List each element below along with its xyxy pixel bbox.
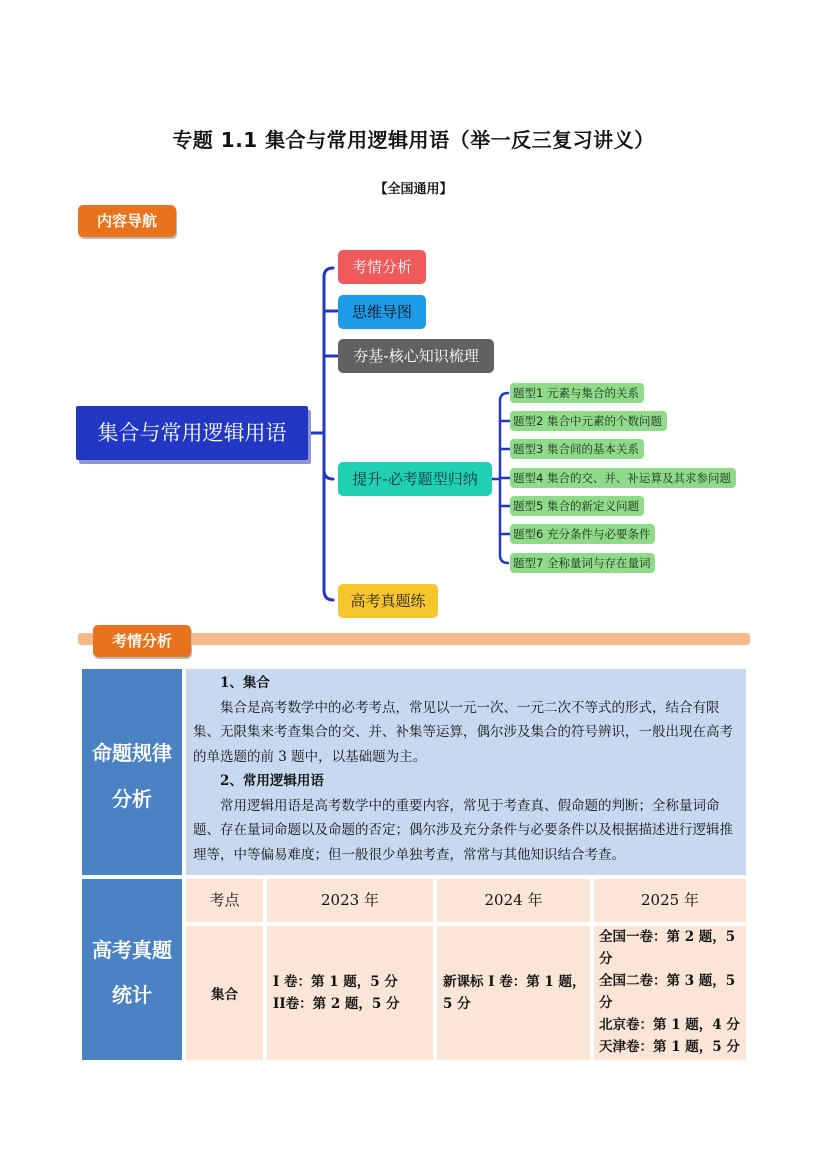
stats-2024-line: 新课标 I 卷：第 1 题， [443,974,586,990]
stats-2024-line: 5 分 [443,996,471,1012]
subtopic-item: 题型7 全称量词与存在量词 [510,553,655,573]
stats-2025-line: 分 [599,951,613,967]
mindmap-node-core-knowledge: 夯基-核心知识梳理 [338,339,494,373]
mindmap-node-real-exams: 高考真题练 [338,584,438,618]
stats-2025-line: 分 [599,995,613,1011]
stats-cell-topic [186,926,263,1060]
analysis-heading-logic: 2、常用逻辑用语 [220,773,324,789]
stats-2025-line: 全国一卷：第 2 题，5 [599,929,736,945]
nav-badge: 内容导航 [78,205,176,237]
stats-label-line2: 统计 [112,983,152,1007]
subtopic-item: 题型3 集合间的基本关系 [510,439,644,459]
mindmap-node-mind-map: 思维导图 [338,295,426,329]
subtopic-item: 题型5 集合的新定义问题 [510,496,644,516]
analysis-label-line2: 分析 [112,787,152,811]
stats-header-2023: 2023 年 [267,879,433,922]
analysis-heading-sets: 1、集合 [220,675,270,691]
analysis-label [82,669,182,875]
mindmap-node-question-types: 提升-必考题型归纳 [338,462,492,496]
stats-cell-2023 [267,926,433,1060]
section-badge: 考情分析 [93,625,191,657]
mindmap-node-exam-analysis: 考情分析 [338,250,426,284]
stats-topic-text: 集合 [211,987,238,1003]
analysis-label-line1: 命题规律 [92,741,172,765]
stats-cell-2025 [594,926,746,1060]
stats-2025-line: 北京卷：第 1 题，4 分 [599,1017,740,1033]
mindmap-root: 集合与常用逻辑用语 [76,406,308,460]
analysis-paragraph-sets: 集合是高考数学中的必考考点，常见以一元一次、一元二次不等式的形式，结合有限集、无限集来考查集合的交、并、补集等运算，偶尔涉及集合的符号辨识，一般出现在高考的单选题的前 3 题中，以基础题为主。 [193,699,733,765]
stats-header-2024: 2024 年 [437,879,590,922]
stats-2025-line: 天津卷：第 1 题，5 分 [599,1039,740,1055]
analysis-paragraph-logic: 常用逻辑用语是高考数学中的重要内容，常见于考查真、假命题的判断；全称量词命题、存在量词命题以及命题的否定；偶尔涉及充分条件与必要条件以及根据描述进行逻辑推理等，中等偏易难度；但一般很少单独考查，常常与其他知识结合考查。 [193,797,733,863]
subtopic-item: 题型1 元素与集合的关系 [510,383,644,403]
analysis-content [186,669,746,875]
page-title: 专题 1.1 集合与常用逻辑用语（举一反三复习讲义） [172,128,655,152]
stats-header-topic: 考点 [186,879,263,922]
subtopic-item: 题型4 集合的交、并、补运算及其求参问题 [510,468,736,488]
stats-label-line1: 高考真题 [92,938,172,962]
subtopic-item: 题型2 集合中元素的个数问题 [510,411,667,431]
stats-2023-line: II卷：第 2 题，5 分 [273,996,400,1012]
stats-cell-2024 [437,926,590,1060]
stats-label [82,879,182,1060]
subtopic-item: 题型6 充分条件与必要条件 [510,524,655,544]
page-subtitle: 【全国通用】 [374,182,453,197]
stats-header-2025: 2025 年 [594,879,746,922]
stats-2025-line: 全国二卷：第 3 题，5 [599,973,736,989]
stats-2023-line: I 卷：第 1 题，5 分 [273,974,398,990]
